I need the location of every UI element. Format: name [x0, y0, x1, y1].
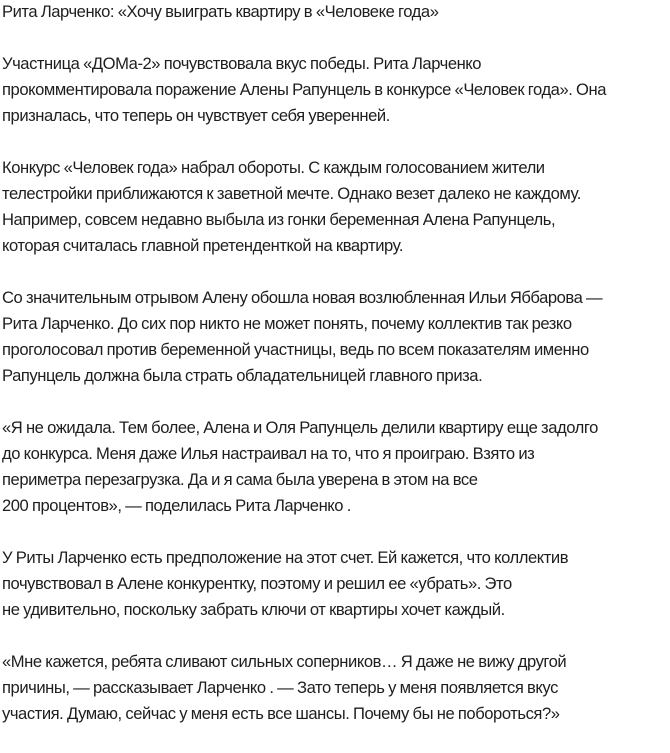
paragraph-line: Рапунцель должна была страть обладательницей главного приза.: [2, 366, 483, 385]
paragraph-5: [2, 545, 668, 623]
paragraph-4-quote: [2, 415, 668, 519]
paragraph-line: Со значительным отрывом Алену обошла новая возлюбленная Ильи Яббарова —: [2, 288, 603, 307]
paragraph-line: У Риты Ларченко есть предположение на этот счет. Ей кажется, что коллектив: [2, 548, 569, 567]
paragraph-line: которая считалась главной претенденткой на квартиру.: [2, 236, 403, 255]
paragraph-line: причины, — рассказывает Ларченко . — Зато теперь у меня появляется вкус: [2, 678, 558, 697]
paragraph-line: почувствовал в Алене конкурентку, поэтому и решил ее «убрать». Это: [2, 574, 512, 593]
paragraph-1: [2, 51, 668, 129]
paragraph-line: периметра перезагрузка. Да и я сама была уверена в этом на все: [2, 470, 478, 489]
paragraph-3: [2, 285, 668, 389]
paragraph-line: Рита Ларченко. До сих пор никто не может понять, почему коллектив так резко: [2, 314, 572, 333]
article: [2, 0, 668, 753]
paragraph-line: телестройки приближаются к заветной мечте. Однако везет далеко не каждому.: [2, 184, 581, 203]
paragraph-line: до конкурса. Меня даже Илья настраивал на то, что я проиграю. Взято из: [2, 444, 535, 463]
paragraph-line: призналась, что теперь он чувствует себя уверенней.: [2, 106, 390, 125]
paragraph-2: [2, 155, 668, 259]
paragraph-line: Конкурс «Человек года» набрал обороты. С каждым голосованием жители: [2, 158, 545, 177]
paragraph-line: «Я не ожидала. Тем более, Алена и Оля Рапунцель делили квартиру еще задолго: [2, 418, 598, 437]
paragraph-line: прокомментировала поражение Алены Рапунцель в конкурсе «Человек года». Она: [2, 80, 606, 99]
paragraph-line: Участница «ДОМа-2» почувствовала вкус победы. Рита Ларченко: [2, 54, 482, 73]
paragraph-line: Например, совсем недавно выбыла из гонки беременная Алена Рапунцель,: [2, 210, 556, 229]
paragraph-line: не удивительно, поскольку забрать ключи от квартиры хочет каждый.: [2, 600, 505, 619]
paragraph-line: «Мне кажется, ребята сливают сильных соперников… Я даже не вижу другой: [2, 652, 567, 671]
paragraph-line: проголосовал против беременной участницы, ведь по всем показателям именно: [2, 340, 589, 359]
title-text: Рита Ларченко: «Хочу выиграть квартиру в «Человеке года»: [2, 2, 439, 21]
paragraph-line: участия. Думаю, сейчас у меня есть все шансы. Почему бы не побороться?»: [2, 704, 560, 723]
paragraph-line: 200 процентов», — поделилась Рита Ларченко .: [2, 496, 351, 515]
paragraph-6-quote: [2, 649, 668, 727]
article-title: [2, 0, 668, 25]
